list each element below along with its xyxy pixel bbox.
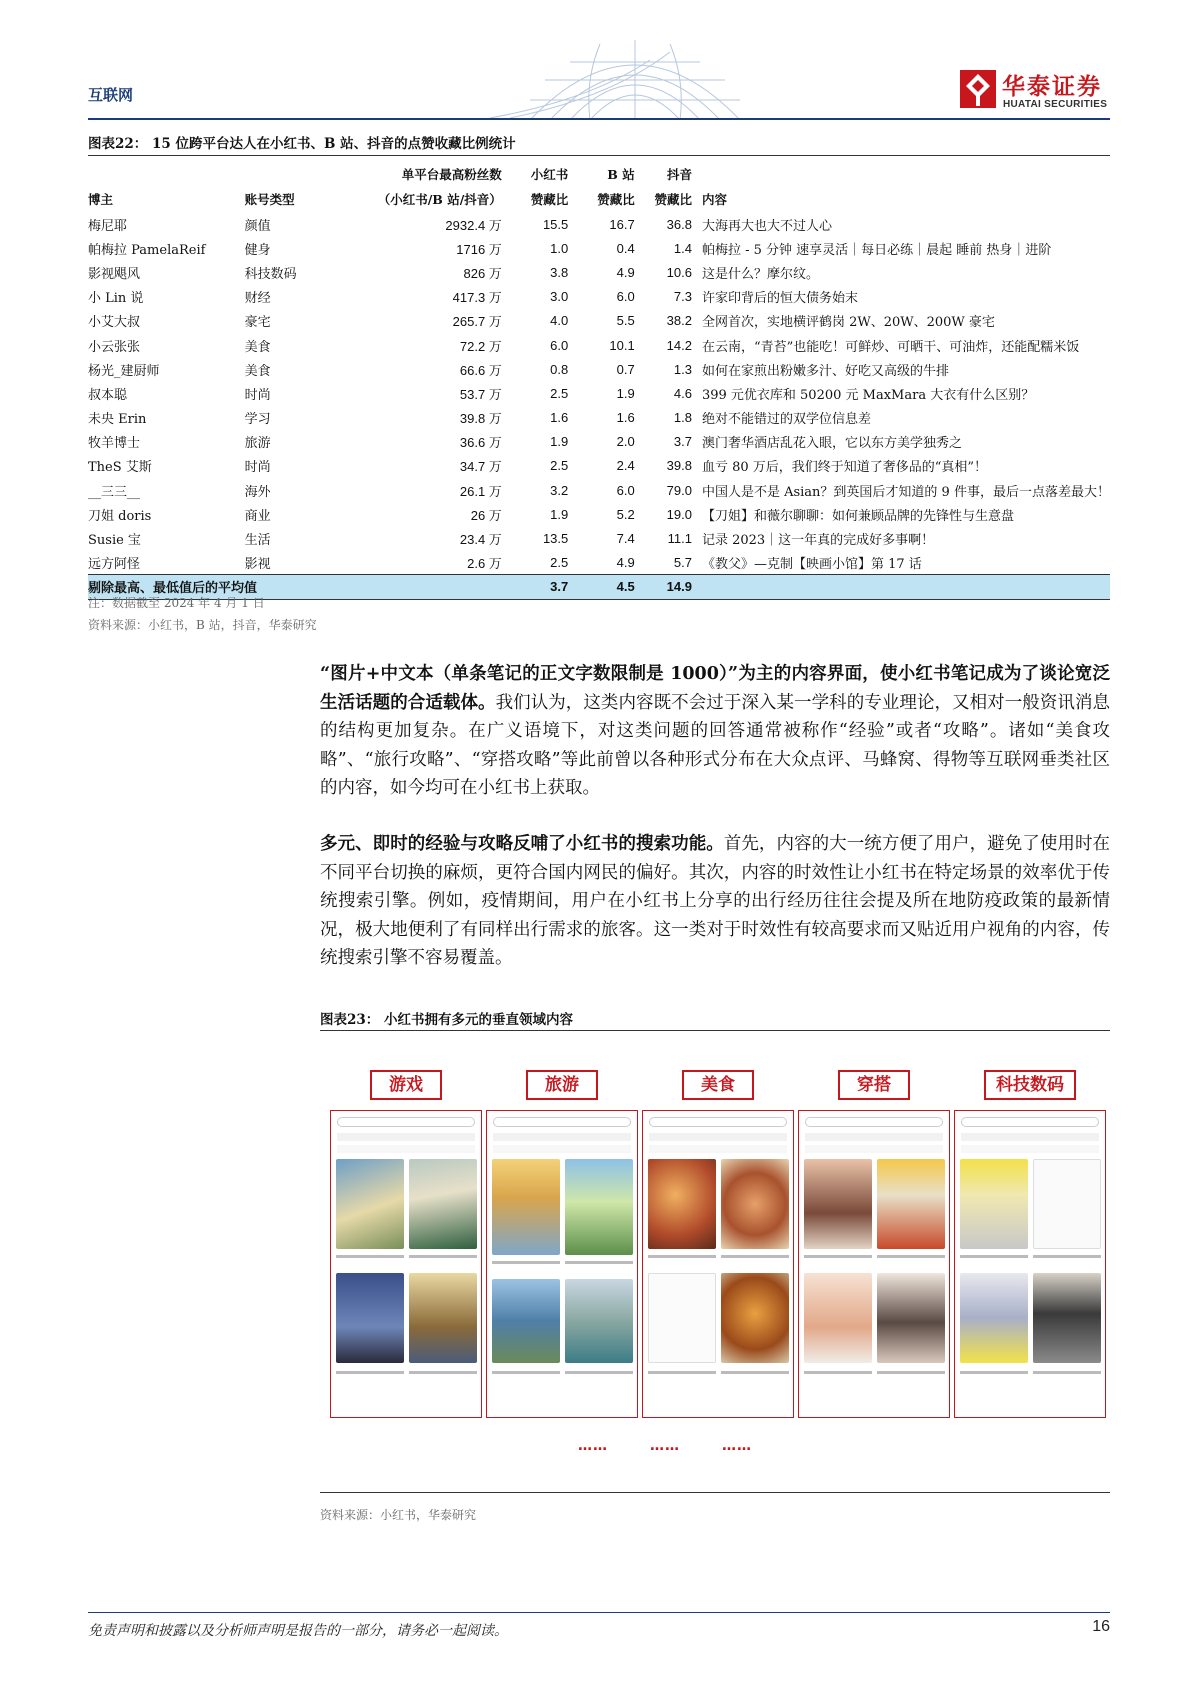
cell-type: 美食	[244, 363, 271, 379]
thumbnail	[648, 1159, 716, 1249]
thumbnail	[648, 1273, 716, 1363]
cell-douyin-ratio: 1.8	[673, 410, 692, 426]
col-xhs-line2: 赞藏比	[530, 192, 569, 207]
cell-xhs-ratio: 3.0	[550, 289, 569, 305]
thumbnail	[492, 1159, 560, 1255]
thumbnail	[565, 1159, 633, 1255]
cell-xhs-ratio: 2.5	[550, 554, 569, 570]
cell-xhs-ratio: 0.8	[550, 361, 569, 377]
thumbnail	[336, 1159, 404, 1249]
cell-xhs-ratio: 2.5	[550, 385, 569, 401]
cell-xhs-ratio: 13.5	[542, 531, 569, 547]
cell-fans: 26.1 万	[459, 483, 502, 499]
phone-screenshot-game	[330, 1110, 482, 1418]
paragraph-1-text: 我们认为，这类内容既不会过于深入某一学科的专业理论，又相对一般资讯消息的结构更加复杂。在广义语境下，对这类问题的回答通常被称作“经验”或者“攻略”。诸如“美食攻略”、“旅行攻略”、“穿搭攻略”等此前曾以各种形式分布在大众点评、马蜂窝、得物等互联网垂类社区的内容，如今均可在小红书上获取。	[320, 692, 1111, 798]
cell-blogger: 杨光_建厨师	[88, 363, 160, 379]
cell-bili-ratio: 5.2	[616, 506, 635, 522]
thumbnail	[492, 1279, 560, 1363]
more-dots: ……	[722, 1438, 752, 1454]
footer-disclaimer: 免责声明和披露以及分析师声明是报告的一部分，请务必一起阅读。	[88, 1623, 508, 1639]
thumbnail	[409, 1159, 477, 1249]
cell-bili-ratio: 6.0	[616, 482, 635, 498]
huatai-logo	[960, 68, 1110, 112]
thumbnail	[565, 1279, 633, 1363]
category-panel-fashion	[798, 1070, 950, 1420]
table-row	[88, 260, 1110, 284]
cell-type: 商业	[244, 508, 271, 524]
category-panel-tech	[954, 1070, 1106, 1420]
cell-bili-ratio: 4.9	[616, 264, 635, 280]
thumbnail	[877, 1273, 945, 1363]
cell-xhs-ratio: 1.0	[550, 240, 569, 256]
cell-fans: 26 万	[470, 507, 502, 523]
cell-xhs-ratio: 1.9	[550, 434, 569, 450]
figure22-note: 注：数据截至 2024 年 4 月 1 日	[88, 596, 265, 610]
cell-bili-ratio: 0.7	[616, 361, 635, 377]
cell-xhs-ratio: 3.8	[550, 264, 569, 280]
cell-bili-ratio: 10.1	[609, 337, 635, 353]
col-fans-line1: 单平台最高粉丝数	[401, 167, 502, 182]
cell-blogger: 梅尼耶	[88, 218, 128, 234]
thumbnail	[804, 1159, 872, 1249]
cell-fans: 34.7 万	[459, 459, 502, 475]
cell-content: 如何在家煎出粉嫩多汁、好吃又高级的牛排	[701, 363, 949, 379]
cell-xhs-ratio: 4.0	[550, 313, 569, 329]
cell-fans: 417.3 万	[452, 290, 502, 306]
cell-douyin-ratio: 39.8	[666, 458, 692, 474]
more-dots: ……	[650, 1438, 680, 1454]
cell-type: 财经	[244, 291, 271, 307]
cell-bili-ratio: 5.5	[616, 313, 635, 329]
table-row	[88, 357, 1110, 381]
cell-fans: 2.6 万	[467, 555, 502, 571]
cell-content: 澳门奢华酒店乱花入眼，它以东方美学独秀之	[701, 436, 962, 452]
phone-screenshot-fashion	[798, 1110, 950, 1418]
huatai-logo-mark-icon	[960, 70, 996, 108]
table-row	[88, 478, 1110, 502]
average-xhs: 3.7	[502, 575, 568, 599]
cell-type: 生活	[244, 533, 271, 549]
cell-fans: 2932.4 万	[445, 217, 502, 233]
col-dy-line1: 抖音	[666, 167, 692, 182]
cell-douyin-ratio: 1.3	[673, 361, 692, 377]
cell-bili-ratio: 1.9	[616, 385, 635, 401]
category-label-tech: 科技数码	[984, 1070, 1076, 1100]
cell-type: 海外	[244, 484, 271, 500]
cell-type: 旅游	[244, 436, 271, 452]
thumbnail	[804, 1273, 872, 1363]
cell-douyin-ratio: 79.0	[666, 482, 692, 498]
cell-douyin-ratio: 5.7	[673, 554, 692, 570]
figure23-title: 图表23： 小红书拥有多元的垂直领域内容	[320, 1012, 573, 1028]
figure22-top-rule	[88, 155, 1110, 156]
cell-bili-ratio: 4.9	[616, 554, 635, 570]
phone-screenshot-food	[642, 1110, 794, 1418]
cell-bili-ratio: 2.0	[616, 434, 635, 450]
cell-xhs-ratio: 1.9	[550, 506, 569, 522]
table-row	[88, 212, 1110, 236]
cell-content: 帕梅拉 - 5 分钟 速享灵活｜每日必练｜晨起 睡前 热身｜进阶	[701, 242, 1052, 258]
cell-xhs-ratio: 1.6	[550, 410, 569, 426]
category-label-food: 美食	[682, 1070, 754, 1100]
cell-douyin-ratio: 36.8	[666, 216, 692, 232]
cell-blogger: 小 Lin 说	[88, 291, 144, 307]
cell-type: 影视	[244, 556, 271, 572]
cell-bili-ratio: 2.4	[616, 458, 635, 474]
cell-type: 科技数码	[244, 266, 297, 282]
col-dy-line2: 赞藏比	[654, 192, 692, 207]
cell-douyin-ratio: 38.2	[666, 313, 692, 329]
cell-blogger: __三三__	[88, 484, 141, 500]
thumbnail	[409, 1273, 477, 1363]
cell-fans: 23.4 万	[459, 532, 502, 548]
globe-header-graphic	[470, 40, 800, 120]
bloggers-table	[88, 162, 1110, 600]
cell-blogger: 叔本聪	[88, 387, 128, 403]
cell-blogger: Susie 宝	[88, 533, 141, 549]
logo-chinese: 华泰证券	[1002, 74, 1102, 100]
cell-blogger: 远方阿怪	[88, 556, 141, 572]
cell-type: 美食	[244, 339, 271, 355]
average-label: 剔除最高、最低值后的平均值	[88, 575, 502, 599]
cell-blogger: 小艾大叔	[88, 315, 141, 331]
page-number: 16	[1092, 1618, 1110, 1635]
cell-fans: 66.6 万	[459, 362, 502, 378]
table-row	[88, 502, 1110, 526]
cell-fans: 826 万	[463, 265, 502, 281]
cell-douyin-ratio: 11.1	[667, 531, 692, 547]
figure23-top-rule	[320, 1030, 1110, 1031]
cell-content: 记录 2023｜这一年真的完成好多事啊！	[701, 533, 935, 549]
cell-xhs-ratio: 15.5	[542, 216, 569, 232]
cell-blogger: 帕梅拉 PamelaReif	[88, 242, 206, 258]
table-row	[88, 551, 1110, 575]
header-rule	[88, 118, 1110, 120]
col-bili-line2: 赞藏比	[597, 192, 635, 207]
paragraph-2	[320, 830, 1110, 973]
cell-content: 绝对不能错过的双学位信息差	[701, 412, 871, 428]
cell-blogger: 刀姐 doris	[88, 508, 152, 524]
table-row	[88, 526, 1110, 550]
average-dy: 14.9	[635, 575, 692, 599]
more-dots: ……	[578, 1438, 608, 1454]
cell-content: 399 元优衣库和 50200 元 MaxMara 大衣有什么区别？	[701, 387, 1035, 403]
table-row	[88, 333, 1110, 357]
cell-blogger: 牧羊博士	[88, 436, 141, 452]
phone-screenshot-travel	[486, 1110, 638, 1418]
table-row	[88, 285, 1110, 309]
cell-bili-ratio: 0.4	[616, 240, 635, 256]
cell-douyin-ratio: 7.3	[673, 289, 692, 305]
cell-blogger: 影视飓风	[88, 266, 141, 282]
cell-type: 颜值	[244, 218, 271, 234]
cell-xhs-ratio: 2.5	[550, 458, 569, 474]
cell-fans: 265.7 万	[452, 314, 502, 330]
cell-content: 这是什么？摩尔纹。	[701, 266, 819, 282]
cell-fans: 1716 万	[456, 241, 502, 257]
category-label-fashion: 穿搭	[838, 1070, 910, 1100]
category-label-game: 游戏	[370, 1070, 442, 1100]
table-row	[88, 406, 1110, 430]
paragraph-1	[320, 660, 1110, 803]
figure23-source: 资料来源：小红书，华泰研究	[320, 1508, 477, 1522]
cell-douyin-ratio: 3.7	[673, 434, 692, 450]
paragraph-1-lead: “图片+中文本（单条笔记的正文字数限制是 1000）”为主的内容界面，使小红书笔记成为了谈论宽泛生活话题的合适载体。	[320, 664, 1110, 713]
cell-fans: 39.8 万	[459, 411, 502, 427]
cell-content: 血亏 80 万后，我们终于知道了奢侈品的“真相”！	[701, 460, 988, 476]
table-row	[88, 454, 1110, 478]
thumbnail	[960, 1159, 1028, 1249]
cell-douyin-ratio: 14.2	[666, 337, 692, 353]
cell-douyin-ratio: 4.6	[673, 385, 692, 401]
col-blogger: 博主	[88, 192, 114, 207]
cell-blogger: 小云张张	[88, 339, 141, 355]
cell-xhs-ratio: 3.2	[550, 482, 569, 498]
cell-bili-ratio: 6.0	[616, 289, 635, 305]
col-type: 账号类型	[244, 192, 295, 207]
category-label-travel: 旅游	[526, 1070, 598, 1100]
cell-fans: 36.6 万	[459, 435, 502, 451]
cell-fans: 53.7 万	[459, 386, 502, 402]
figure23-bottom-rule	[320, 1492, 1110, 1493]
cell-content: 【刀姐】和薇尔聊聊：如何兼顾品牌的先锋性与生意盘	[701, 508, 1014, 524]
category-panel-food	[642, 1070, 794, 1420]
cell-type: 时尚	[244, 460, 271, 476]
phone-screenshot-tech	[954, 1110, 1106, 1418]
footer-rule	[88, 1612, 1110, 1613]
cell-blogger: TheS 艾斯	[88, 460, 152, 476]
cell-type: 健身	[244, 242, 271, 258]
thumbnail	[336, 1273, 404, 1363]
thumbnail	[960, 1273, 1028, 1363]
table-row	[88, 381, 1110, 405]
cell-type: 豪宅	[244, 315, 271, 331]
average-bili: 4.5	[568, 575, 634, 599]
cell-content: 在云南，“青苔”也能吃！可鲜炒、可晒干、可油炸，还能配糯米饭	[701, 339, 1080, 355]
figure22-title: 图表22： 15 位跨平台达人在小红书、B 站、抖音的点赞收藏比例统计	[88, 136, 516, 152]
cell-bili-ratio: 7.4	[616, 531, 635, 547]
category-panel-game	[330, 1070, 482, 1420]
cell-blogger: 未央 Erin	[88, 412, 147, 428]
logo-english: HUATAI SECURITIES	[1003, 99, 1108, 110]
category-panel-travel	[486, 1070, 638, 1420]
paragraph-2-lead: 多元、即时的经验与攻略反哺了小红书的搜索功能。	[320, 834, 724, 854]
thumbnail	[721, 1273, 789, 1363]
cell-content: 大海再大也大不过人心	[701, 218, 832, 234]
cell-content: 中国人是不是 Asian？到英国后才知道的 9 件事，最后一点落差最大！	[701, 484, 1110, 500]
thumbnail	[1033, 1273, 1101, 1363]
paragraph-2-text: 首先，内容的大一统方便了用户，避免了使用时在不同平台切换的麻烦，更符合国内网民的偏好。其次，内容的时效性让小红书在特定场景的效率优于传统搜索引擎。例如，疫情期间，用户在小红书上分享的出行经历往往会提及所在地防疫政策的最新情况，极大地便利了有同样出行需求的旅客。这一类对于时效性有较高要求而又贴近用户视角的内容，传统搜索引擎不容易覆盖。	[320, 834, 1111, 968]
thumbnail	[877, 1159, 945, 1249]
cell-content: 《教父》—克制【映画小馆】第 17 话	[701, 556, 922, 572]
cell-content: 许家印背后的恒大债务始末	[701, 291, 858, 307]
col-bili-line1: B 站	[607, 167, 635, 182]
cell-bili-ratio: 1.6	[616, 410, 635, 426]
thumbnail	[721, 1159, 789, 1249]
table-row	[88, 309, 1110, 333]
section-tag: 互联网	[88, 86, 134, 104]
cell-douyin-ratio: 1.4	[673, 240, 692, 256]
cell-type: 学习	[244, 412, 271, 428]
cell-bili-ratio: 16.7	[609, 216, 635, 232]
cell-fans: 72.2 万	[459, 338, 502, 354]
vertical-domains-figure	[330, 1070, 1110, 1454]
col-content: 内容	[701, 192, 727, 207]
figure22-source: 资料来源：小红书，B 站，抖音，华泰研究	[88, 618, 317, 632]
thumbnail	[1033, 1159, 1101, 1249]
table-row	[88, 430, 1110, 454]
cell-type: 时尚	[244, 387, 271, 403]
col-fans-line2: （小红书/B 站/抖音）	[377, 192, 502, 207]
cell-content: 全网首次，实地横评鹤岗 2W、20W、200W 豪宅	[701, 315, 995, 331]
cell-xhs-ratio: 6.0	[550, 337, 569, 353]
col-xhs-line1: 小红书	[530, 167, 569, 182]
cell-douyin-ratio: 19.0	[666, 506, 692, 522]
table-row	[88, 236, 1110, 260]
cell-douyin-ratio: 10.6	[666, 264, 692, 280]
